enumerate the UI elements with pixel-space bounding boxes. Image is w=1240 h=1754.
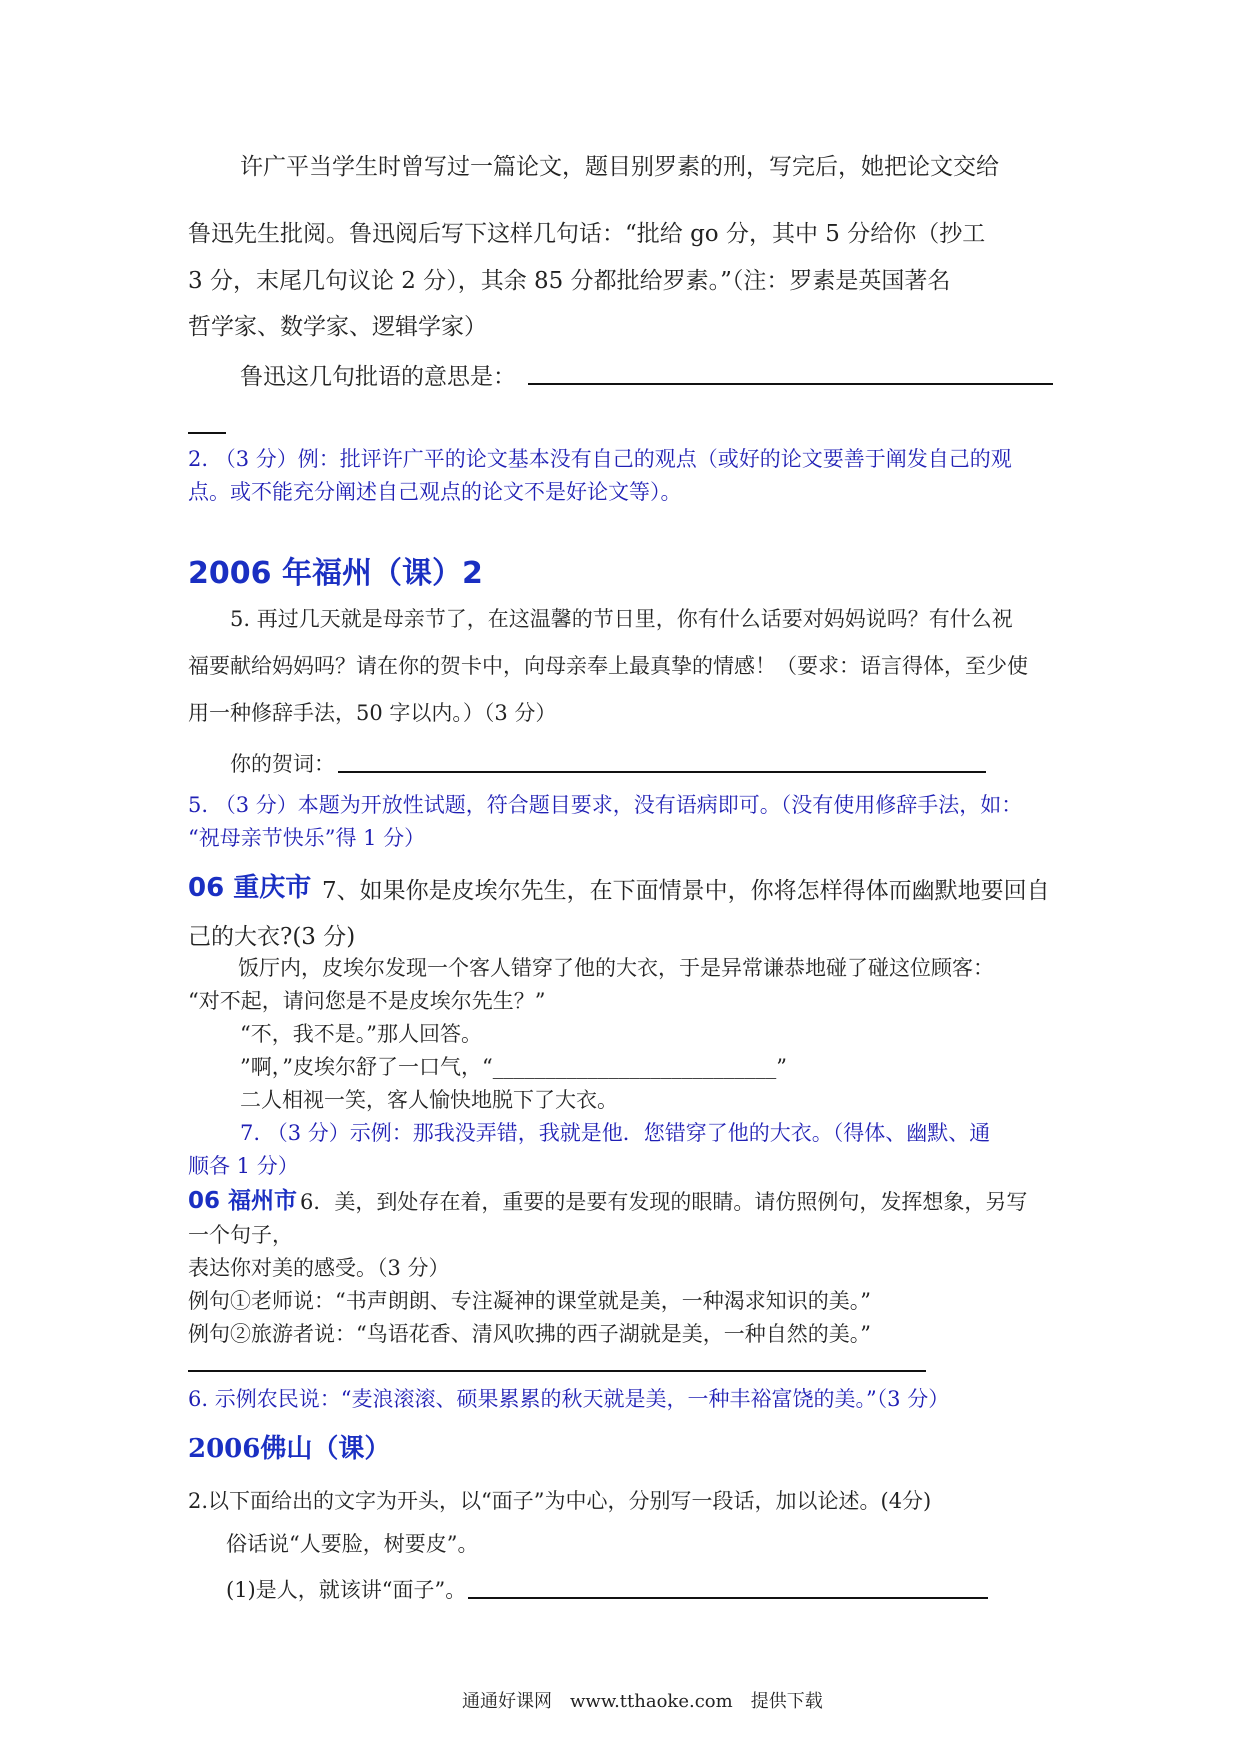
paragraph-line: 俗话说“人要脸，树要皮”。: [226, 1532, 479, 1556]
section-heading: 06 福州市: [188, 1188, 298, 1214]
answer-line: 2. （3 分）例：批评许广平的论文基本没有自己的观点（或好的论文要善于阐发自己的观: [188, 447, 1012, 471]
answer-line: 5. （3 分）本题为开放性试题，符合题目要求，没有语病即可。（没有使用修辞手法，如：: [188, 793, 1023, 817]
answer-line: 顺各 1 分）: [188, 1154, 299, 1178]
story-line: 二人相视一笑，客人愉快地脱下了大衣。: [240, 1088, 618, 1112]
paragraph-line: 许广平当学生时曾写过一篇论文，题目别罗素的刑，写完后，她把论文交给: [240, 154, 999, 180]
paragraph-line: 福要献给妈妈吗？请在你的贺卡中，向母亲奉上最真挚的情感！（要求：语言得体，至少使: [188, 654, 1028, 678]
paragraph-line: 哲学家、数学家、逻辑学家）: [188, 314, 487, 340]
answer-line: “祝母亲节快乐”得 1 分）: [188, 826, 426, 850]
section-heading: 06 重庆市: [188, 873, 312, 903]
answer-blank-line: [468, 1597, 988, 1599]
paragraph-line: 鲁迅先生批阅。鲁迅阅后写下这样几句话：“批给 go 分，其中 5 分给你（抄工: [188, 221, 986, 247]
section-heading: 2006佛山（课）: [188, 1434, 391, 1464]
question-prompt: 鲁迅这几句批语的意思是：: [240, 364, 516, 390]
answer-blank-line: [528, 383, 1053, 385]
story-line: ”啊，”皮埃尔舒了一口气，“___________________________”: [240, 1055, 787, 1079]
answer-line: 点。或不能充分阐述自己观点的论文不是好论文等）。: [188, 480, 682, 504]
answer-blank-line: [188, 1370, 926, 1372]
example-sentence: 例句①老师说：“书声朗朗、专注凝神的课堂就是美，一种渴求知识的美。”: [188, 1289, 871, 1313]
paragraph-line: 一个句子，: [188, 1223, 293, 1247]
story-line: “不，我不是。”那人回答。: [240, 1022, 482, 1046]
story-line: “对不起，请问您是不是皮埃尔先生？”: [188, 989, 546, 1013]
answer-line: 6. 示例农民说：“麦浪滚滚、硕果累累的秋天就是美，一种丰裕富饶的美。”（3 分）: [188, 1387, 950, 1411]
question-item: (1)是人，就该讲“面子”。: [226, 1578, 467, 1602]
example-sentence: 例句②旅游者说：“鸟语花香、清风吹拂的西子湖就是美，一种自然的美。”: [188, 1322, 871, 1346]
paragraph-line: 用一种修辞手法，50 字以内。）（3 分）: [188, 701, 557, 725]
paragraph-line: 2.以下面给出的文字为开头，以“面子”为中心，分别写一段话，加以论述。(4分): [188, 1489, 932, 1513]
answer-blank-line: [188, 432, 226, 434]
paragraph-line: 7、如果你是皮埃尔先生，在下面情景中，你将怎样得体而幽默地要回自: [322, 878, 1050, 904]
paragraph-line: 己的大衣?(3 分): [188, 924, 356, 950]
section-heading: 2006 年福州（课）2: [188, 556, 483, 591]
answer-line: 7. （3 分）示例：那我没弄错，我就是他．您错穿了他的大衣。（得体、幽默、通: [240, 1121, 991, 1145]
greeting-label: 你的贺词：: [230, 752, 335, 776]
paragraph-line: 表达你对美的感受。（3 分）: [188, 1256, 450, 1280]
paragraph-line: 5. 再过几天就是母亲节了，在这温馨的节日里，你有什么话要对妈妈说吗？有什么祝: [230, 607, 1013, 631]
page-footer: 通通好课网 www.tthaoke.com 提供下载: [462, 1691, 823, 1712]
story-line: 饭厅内，皮埃尔发现一个客人错穿了他的大衣，于是异常谦恭地碰了碰这位顾客：: [238, 956, 994, 980]
paragraph-line: 3 分，末尾几句议论 2 分），其余 85 分都批给罗素。”（注：罗素是英国著名: [188, 268, 951, 294]
paragraph-line: 6．美，到处存在着，重要的是要有发现的眼睛。请仿照例句，发挥想象，另写: [300, 1190, 1028, 1214]
answer-blank-line: [338, 771, 986, 773]
